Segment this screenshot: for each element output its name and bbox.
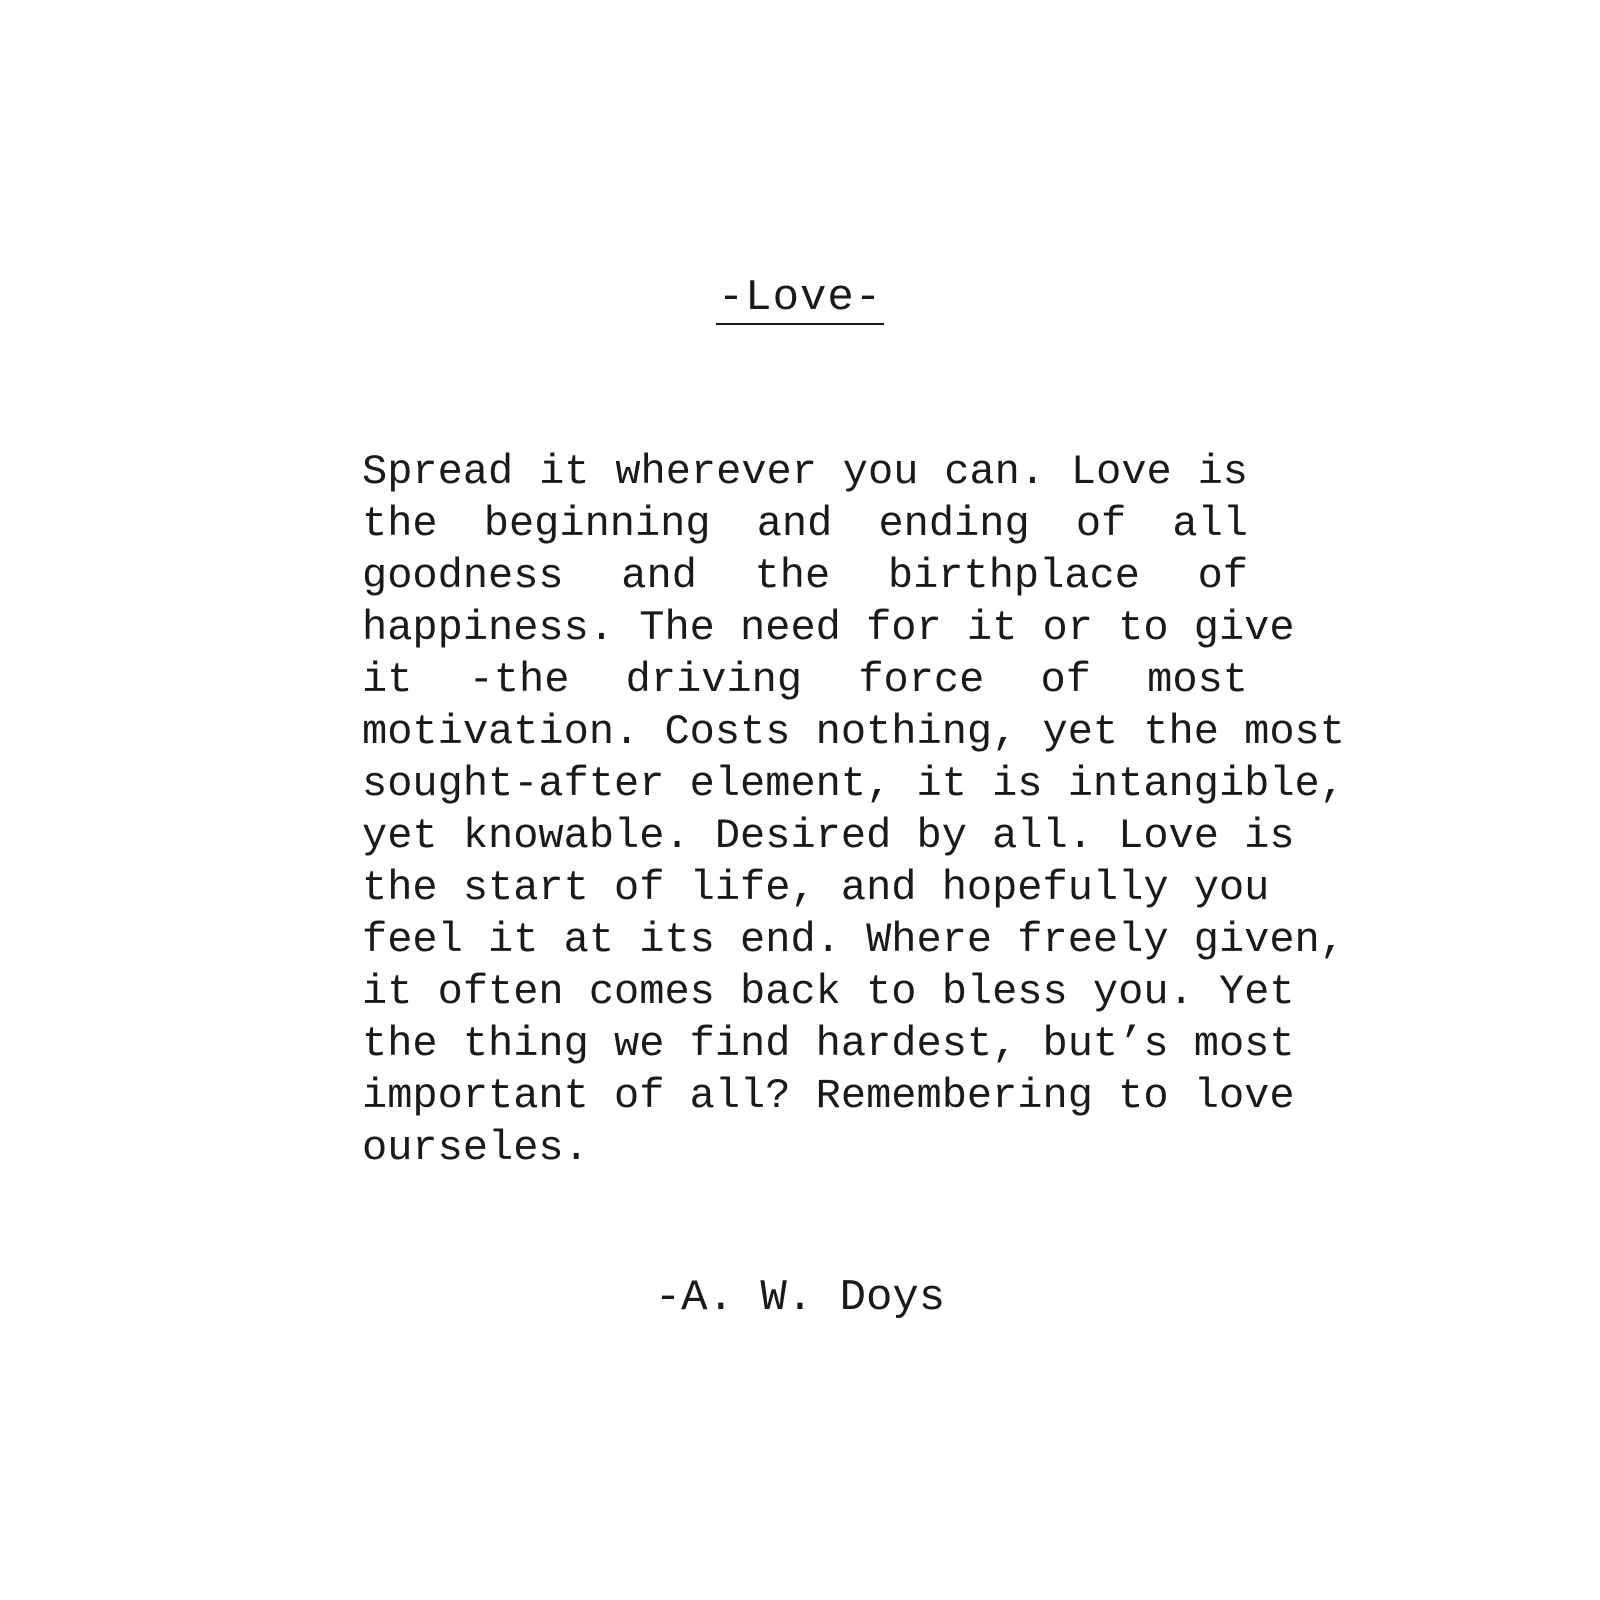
poem-line: sought-after element, it is intangible, (362, 760, 1345, 808)
poem-line: important of all? Remembering to love (362, 1072, 1295, 1120)
poem-body (362, 446, 1345, 1174)
poem-line: goodness and the birthplace of (362, 552, 1248, 600)
poem-line: feel it at its end. Where freely given, (362, 916, 1345, 964)
poem-title (0, 268, 1600, 328)
poem-line: happiness. The need for it or to give (362, 604, 1295, 652)
poem-title-text: -Love- (717, 273, 883, 323)
poem-line: the beginning and ending of all (362, 500, 1248, 548)
poem-line: it often comes back to bless you. Yet (362, 968, 1295, 1016)
poem-line: it -the driving force of most (362, 656, 1248, 704)
poem-line: yet knowable. Desired by all. Love is (362, 812, 1295, 860)
author-signature: -A. W. Doys (654, 1273, 946, 1323)
poem-line: Spread it wherever you can. Love is (362, 448, 1248, 496)
poem-line: motivation. Costs nothing, yet the most (362, 708, 1345, 756)
poem-line: ourseles. (362, 1124, 589, 1172)
poem-line: the thing we find hardest, but’s most (362, 1020, 1295, 1068)
poem-line: the start of life, and hopefully you (362, 864, 1270, 912)
